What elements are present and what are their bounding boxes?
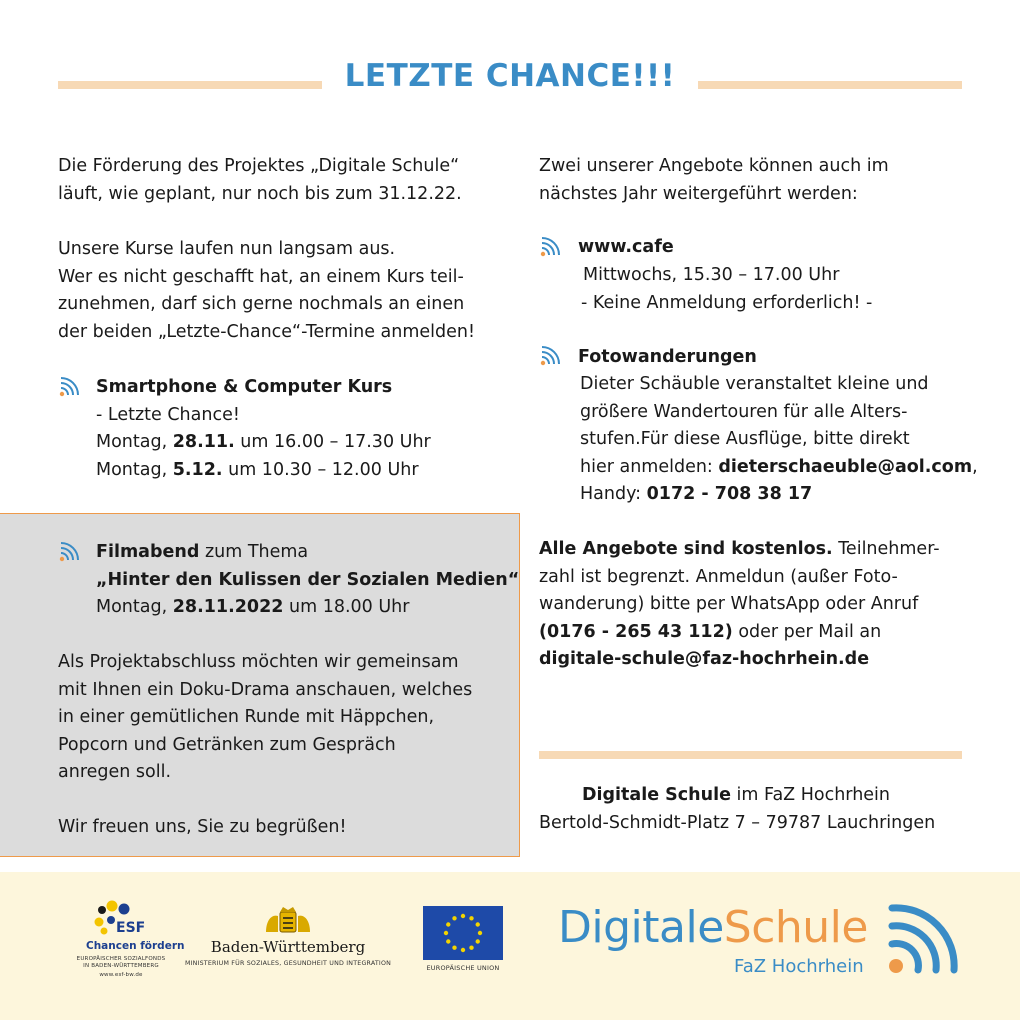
film-date	[96, 594, 519, 622]
smartphone-course-subtitle: - Letzte Chance!	[96, 404, 240, 425]
bw-name: Baden-Württemberg	[210, 938, 366, 956]
date-time: um 18.00 Uhr	[283, 597, 410, 617]
foto-phone[interactable]: 0172 - 708 38 17	[646, 484, 813, 504]
cafe-note: - Keine Anmeldung erforderlich! -	[581, 292, 873, 313]
intro-line: läuft, wie geplant, nur noch bis zum 31.12.22.	[58, 183, 462, 204]
eu-star-icon	[446, 922, 450, 926]
eu-star-icon	[461, 914, 465, 918]
film-description-line: Popcorn und Getränken zum Gespräch	[58, 734, 396, 755]
cafe-title: www.cafe	[578, 237, 674, 257]
bw-coat-of-arms-icon	[260, 906, 316, 936]
free-line-4	[539, 619, 940, 647]
free-line-4-rest: oder per Mail an	[732, 621, 882, 642]
eu-star-icon	[461, 948, 465, 952]
smartphone-course-title: Smartphone & Computer Kurs	[96, 377, 393, 397]
wifi-icon	[540, 237, 560, 257]
digitale-schule-logo	[558, 898, 958, 998]
smartphone-course-date-1	[96, 429, 431, 457]
free-line-1	[539, 536, 940, 564]
address	[539, 782, 935, 837]
page-title: LETZTE CHANCE!!!	[344, 58, 676, 94]
free-rest: Teilnehmer-	[832, 539, 940, 559]
courses-line: zunehmen, darf sich gerne nochmals an einen	[58, 294, 465, 314]
eu-star-icon	[476, 939, 480, 943]
eu-star-icon	[446, 939, 450, 943]
foto-signup-prefix: hier anmelden:	[580, 456, 719, 477]
intro-text	[58, 153, 462, 208]
film-description-line: Als Projektabschluss möchten wir gemeinsam	[58, 652, 459, 672]
free-offers	[539, 536, 940, 674]
free-line-3: wanderung) bitte per WhatsApp oder Anruf	[539, 594, 919, 614]
right-intro-line: Zwei unserer Angebote können auch im	[539, 156, 889, 176]
wifi-icon	[540, 346, 560, 366]
film-description	[58, 649, 472, 787]
esf-abbr: ESF	[116, 920, 146, 936]
foto-line: Dieter Schäuble veranstaltet kleine und	[580, 374, 929, 394]
foto-signup	[580, 454, 978, 482]
courses-line: der beiden „Letzte-Chance“-Termine anmelden!	[58, 321, 476, 342]
courses-text	[58, 236, 475, 346]
courses-line: Wer es nicht geschafft hat, an einem Kurs teil-	[58, 266, 464, 287]
address-name-bold: Digitale Schule	[582, 785, 731, 805]
address-rule	[539, 751, 962, 759]
film-description-line: anregen soll.	[58, 762, 172, 782]
foto-line: größere Wandertouren für alle Alters-	[580, 401, 908, 422]
film-closing: Wir freuen uns, Sie zu begrüßen!	[58, 817, 347, 837]
free-bold: Alle Angebote sind kostenlos.	[539, 539, 833, 559]
date-prefix: Montag,	[96, 432, 173, 452]
free-line-2: zahl ist begrenzt. Anmeldun (außer Foto-	[539, 566, 898, 587]
foto-email-link[interactable]: dieterschaeuble@aol.com	[718, 456, 973, 477]
logo-part-2: Schule	[723, 902, 868, 953]
right-intro-line: nächstes Jahr weitergeführt werden:	[539, 183, 858, 204]
eu-star-icon	[476, 922, 480, 926]
eu-star-icon	[469, 946, 473, 950]
esf-url: www.esf-bw.de	[99, 972, 143, 978]
logo-wifi-icon	[886, 904, 958, 976]
smartphone-course	[96, 374, 431, 484]
contact-phone[interactable]: (0176 - 265 43 112)	[539, 621, 733, 642]
intro-line: Die Förderung des Projektes „Digitale Schule“	[58, 156, 460, 176]
eu-star-icon	[469, 916, 473, 920]
date-prefix: Montag,	[96, 459, 173, 480]
address-street: Bertold-Schmidt-Platz 7 – 79787 Lauchringen	[539, 812, 936, 833]
eu-flag-icon	[423, 906, 503, 960]
wifi-icon	[59, 542, 79, 562]
eu-star-icon	[452, 946, 456, 950]
eu-name: EUROPÄISCHE UNION	[426, 964, 500, 972]
wifi-icon	[59, 377, 79, 397]
foto-email-suffix: ,	[972, 456, 978, 477]
date-value: 28.11.	[172, 432, 235, 452]
film-title-rest: zum Thema	[199, 542, 309, 562]
eu-star-icon	[452, 916, 456, 920]
film-theme: „Hinter den Kulissen der Sozialen Medien“	[96, 569, 520, 590]
title-rule-right	[698, 81, 962, 89]
film-event	[96, 539, 519, 622]
date-time: um 16.00 – 17.30 Uhr	[234, 432, 431, 452]
address-name	[582, 782, 935, 810]
eu-star-icon	[444, 931, 448, 935]
esf-logo	[76, 900, 185, 985]
foto-line: stufen.Für diese Ausflüge, bitte direkt	[580, 429, 910, 449]
footer	[0, 872, 1020, 1020]
date-time: um 10.30 – 12.00 Uhr	[222, 459, 419, 480]
cafe-time: Mittwochs, 15.30 – 17.00 Uhr	[583, 265, 840, 285]
foto-title: Fotowanderungen	[578, 347, 757, 367]
right-intro	[539, 153, 889, 208]
eu-logo	[423, 906, 505, 976]
smartphone-course-date-2	[96, 457, 431, 485]
esf-line-2: IN BADEN-WÜRTTEMBERG	[83, 963, 159, 969]
eu-star-icon	[478, 931, 482, 935]
esf-slogan: Chancen fördern	[86, 940, 185, 952]
logo-subtitle: FaZ Hochrhein	[734, 956, 864, 977]
cafe-details	[583, 262, 872, 317]
logo-wordmark	[558, 902, 868, 953]
bw-ministry: MINISTERIUM FÜR SOZIALES, GESUNDHEIT UND INTEGRATION	[184, 960, 392, 967]
address-name-rest: im FaZ Hochrhein	[730, 785, 890, 805]
bw-logo	[182, 906, 394, 976]
logo-part-1: Digitale	[558, 902, 724, 953]
film-description-line: in einer gemütlichen Runde mit Häppchen,	[58, 707, 435, 727]
contact-email-link[interactable]: digitale-schule@faz-hochrhein.de	[539, 649, 870, 669]
foto-phone-line	[580, 481, 978, 509]
date-value: 5.12.	[172, 459, 223, 480]
foto-phone-prefix: Handy:	[580, 484, 647, 504]
date-prefix: Montag,	[96, 597, 173, 617]
esf-line-1: EUROPÄISCHER SOZIALFONDS	[76, 956, 166, 962]
date-value: 28.11.2022	[172, 597, 284, 617]
film-title-bold: Filmabend	[96, 542, 200, 562]
courses-line: Unsere Kurse laufen nun langsam aus.	[58, 239, 396, 259]
film-title	[96, 539, 519, 567]
foto-details	[580, 371, 978, 509]
film-description-line: mit Ihnen ein Doku-Drama anschauen, welches	[58, 679, 473, 700]
